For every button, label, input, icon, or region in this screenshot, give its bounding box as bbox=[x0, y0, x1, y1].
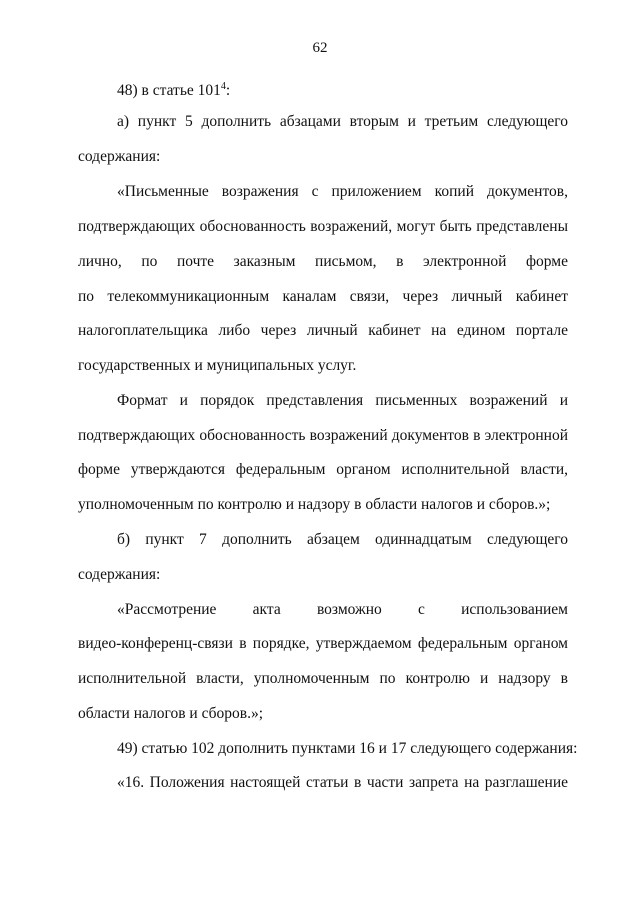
text-line: исполнительной власти, уполномоченным по контролю и надзору в bbox=[78, 670, 568, 687]
text-line: подтверждающих обоснованность возражений документов в электронной bbox=[78, 427, 568, 444]
item-48-superscript: 4 bbox=[220, 81, 226, 92]
text-line: «16. Положения настоящей статьи в части запрета на разглашение bbox=[117, 774, 568, 791]
text-line: лично, по почте заказным письмом, в электронной форме bbox=[78, 253, 568, 270]
text-line: а) пункт 5 дополнить абзацами вторым и третьим следующего bbox=[117, 113, 568, 130]
text-line: области налогов и сборов.»; bbox=[78, 705, 264, 722]
text-line: уполномоченным по контролю и надзору в области налогов и сборов.»; bbox=[78, 496, 551, 513]
page-number: 62 bbox=[312, 40, 328, 56]
text-line: государственных и муниципальных услуг. bbox=[78, 357, 357, 374]
text-line: «Рассмотрение акта возможно с использованием bbox=[117, 601, 568, 618]
text-line: форме утверждаются федеральным органом исполнительной власти, bbox=[78, 461, 568, 478]
text-line: по телекоммуникационным каналам связи, через личный кабинет bbox=[78, 288, 568, 305]
item-48-suffix: : bbox=[225, 82, 231, 99]
text-line: содержания: bbox=[78, 148, 161, 165]
text-line: подтверждающих обоснованность возражений, могут быть представлены bbox=[78, 218, 568, 235]
text-line: Формат и порядок представления письменных возражений и bbox=[117, 392, 568, 409]
text-line: б) пункт 7 дополнить абзацем одиннадцатым следующего bbox=[117, 531, 568, 548]
text-line: содержания: bbox=[78, 566, 161, 583]
item-48-prefix: 48) в статье 101 bbox=[117, 82, 221, 99]
item-48-heading bbox=[117, 77, 568, 101]
text-line: «Письменные возражения с приложением копий документов, bbox=[117, 183, 568, 200]
text-line: налогоплательщика либо через личный кабинет на едином портале bbox=[78, 322, 568, 339]
text-line: видео-конференц-связи в порядке, утверждаемом федеральным органом bbox=[78, 635, 568, 652]
text-line: 49) статью 102 дополнить пунктами 16 и 17 следующего содержания: bbox=[117, 740, 578, 757]
